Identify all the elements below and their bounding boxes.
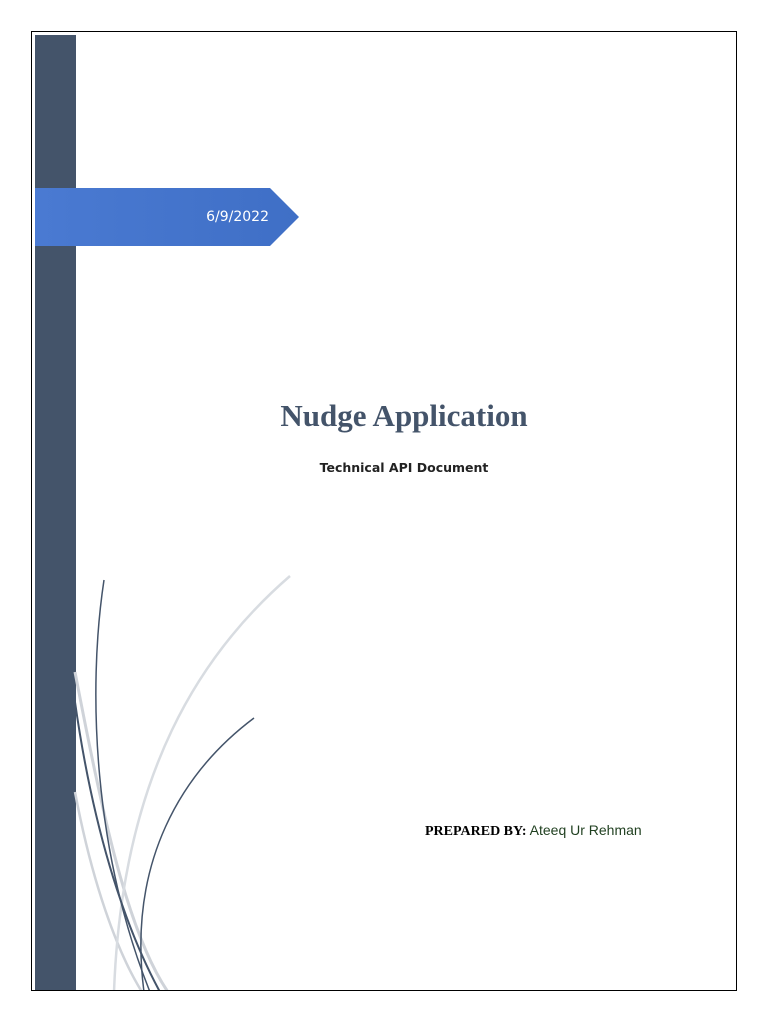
decorative-curves — [32, 32, 737, 991]
date-banner — [35, 188, 299, 246]
cover-page — [31, 31, 737, 991]
prepared-by — [425, 822, 642, 840]
document-subtitle: Technical API Document — [319, 460, 489, 475]
prepared-by-label: PREPARED BY: — [425, 824, 527, 839]
document-title: Nudge Application — [280, 398, 528, 433]
author-name: Ateeq Ur Rehman — [529, 822, 642, 838]
cover-date: 6/9/2022 — [206, 209, 269, 225]
